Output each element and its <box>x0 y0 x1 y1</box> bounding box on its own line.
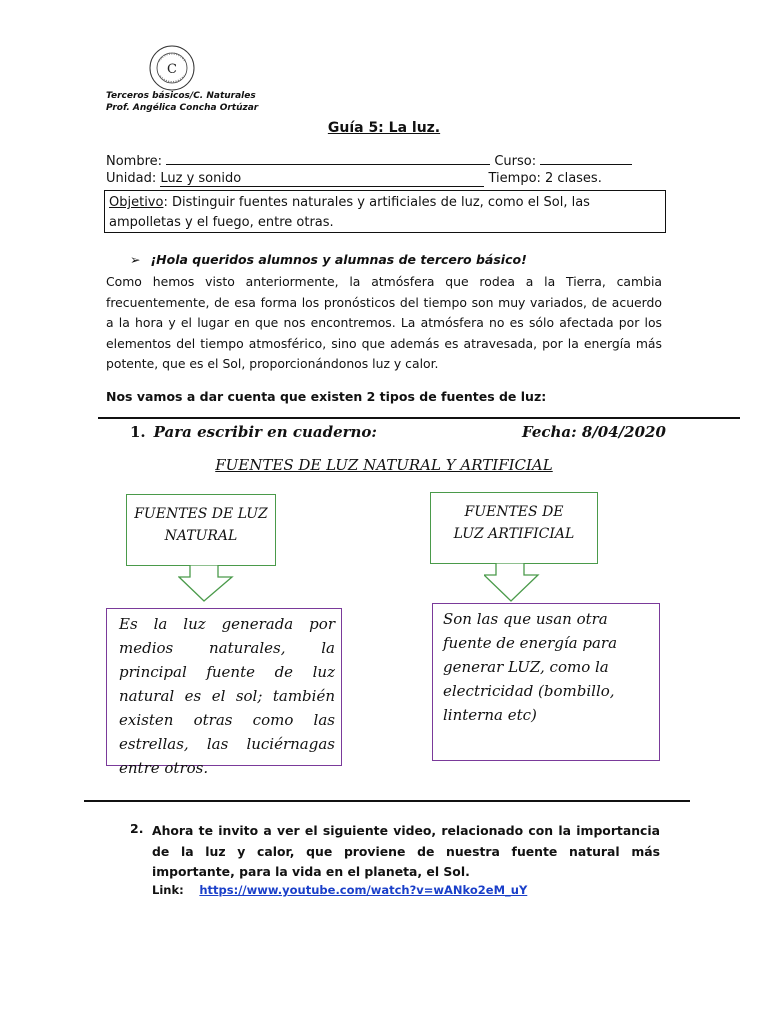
arrow-bullet-icon: ➢ <box>130 252 141 267</box>
section1-date: Fecha: 8/04/2020 <box>522 423 666 441</box>
artificial-title-box <box>430 492 598 564</box>
natural-description: Es la luz generada por medios naturales, la principal fuente de luz natural es el sol; también existen otras como las estrellas, las luciérnagas entre otros. <box>119 615 335 777</box>
section1-heading: FUENTES DE LUZ NATURAL Y ARTIFICIAL <box>215 456 553 474</box>
school-logo <box>148 44 196 92</box>
natural-title-box <box>126 494 276 566</box>
natural-title-line1: FUENTES DE LUZ <box>134 506 268 522</box>
nombre-row <box>106 152 632 169</box>
divider <box>98 417 740 419</box>
unidad-row <box>106 171 666 187</box>
intro-paragraph: Como hemos visto anteriormente, la atmósfera que rodea a la Tierra, cambia frecuentemente, de esa forma los pronósticos del tiempo son muy variados, de acuerdo a la hora y el lugar en que nos encontremos. La atmósfera no es sólo afectada por los elementos del tiempo atmosférico, sino que además es atravesada, por la energía más potente, que es el Sol, proporcionándonos luz y calor. <box>106 274 662 371</box>
link-row <box>152 883 527 897</box>
artificial-description-box <box>432 603 660 761</box>
arrow-down-icon <box>484 563 540 607</box>
school-line-1: Terceros básicos/C. Naturales <box>106 91 256 101</box>
artificial-title-line2: LUZ ARTIFICIAL <box>453 526 575 542</box>
video-link[interactable]: https://www.youtube.com/watch?v=wANko2eM_uY <box>199 883 528 897</box>
natural-description-box <box>106 608 342 777</box>
tiempo-label: Tiempo: 2 clases. <box>488 171 602 186</box>
curso-label: Curso: <box>494 154 537 169</box>
greeting: ➢ ¡Hola queridos alumnos y alumnas de tercero básico! <box>130 252 527 267</box>
objective-text: : Distinguir fuentes naturales y artificiales de luz, como el Sol, las ampolletas y el fuego, entre otras. <box>109 195 590 230</box>
link-label: Link: <box>152 883 184 897</box>
objective-label: Objetivo <box>109 195 164 210</box>
objective-box <box>104 190 666 233</box>
section2-text: Ahora te invito a ver el siguiente video, relacionado con la importancia de la luz y calor, que proviene de nuestra fuente natural más importante, para la vida en el planeta, el Sol. <box>152 823 660 879</box>
arrow-down-icon <box>178 565 234 607</box>
school-line-2: Prof. Angélica Concha Ortúzar <box>106 103 259 113</box>
section1-label: 1. Para escribir en cuaderno: <box>130 423 377 441</box>
unidad-field: Luz y sonido <box>160 171 484 187</box>
artificial-title-line1: FUENTES DE <box>464 504 564 520</box>
natural-title-line2: NATURAL <box>164 528 238 544</box>
school-header <box>106 90 258 114</box>
artificial-description: Son las que usan otra fuente de energía para generar LUZ, como la electricidad (bombillo, linterna etc) <box>443 610 618 724</box>
unidad-label: Unidad: <box>106 171 157 186</box>
nombre-field[interactable] <box>166 152 490 165</box>
curso-field[interactable] <box>540 152 632 165</box>
divider <box>84 800 690 802</box>
nombre-label: Nombre: <box>106 154 163 169</box>
section2-number: 2. <box>130 821 144 836</box>
svg-text:C: C <box>167 62 177 77</box>
sources-intro: Nos vamos a dar cuenta que existen 2 tipos de fuentes de luz: <box>106 389 547 404</box>
page-title: Guía 5: La luz. <box>327 120 441 136</box>
